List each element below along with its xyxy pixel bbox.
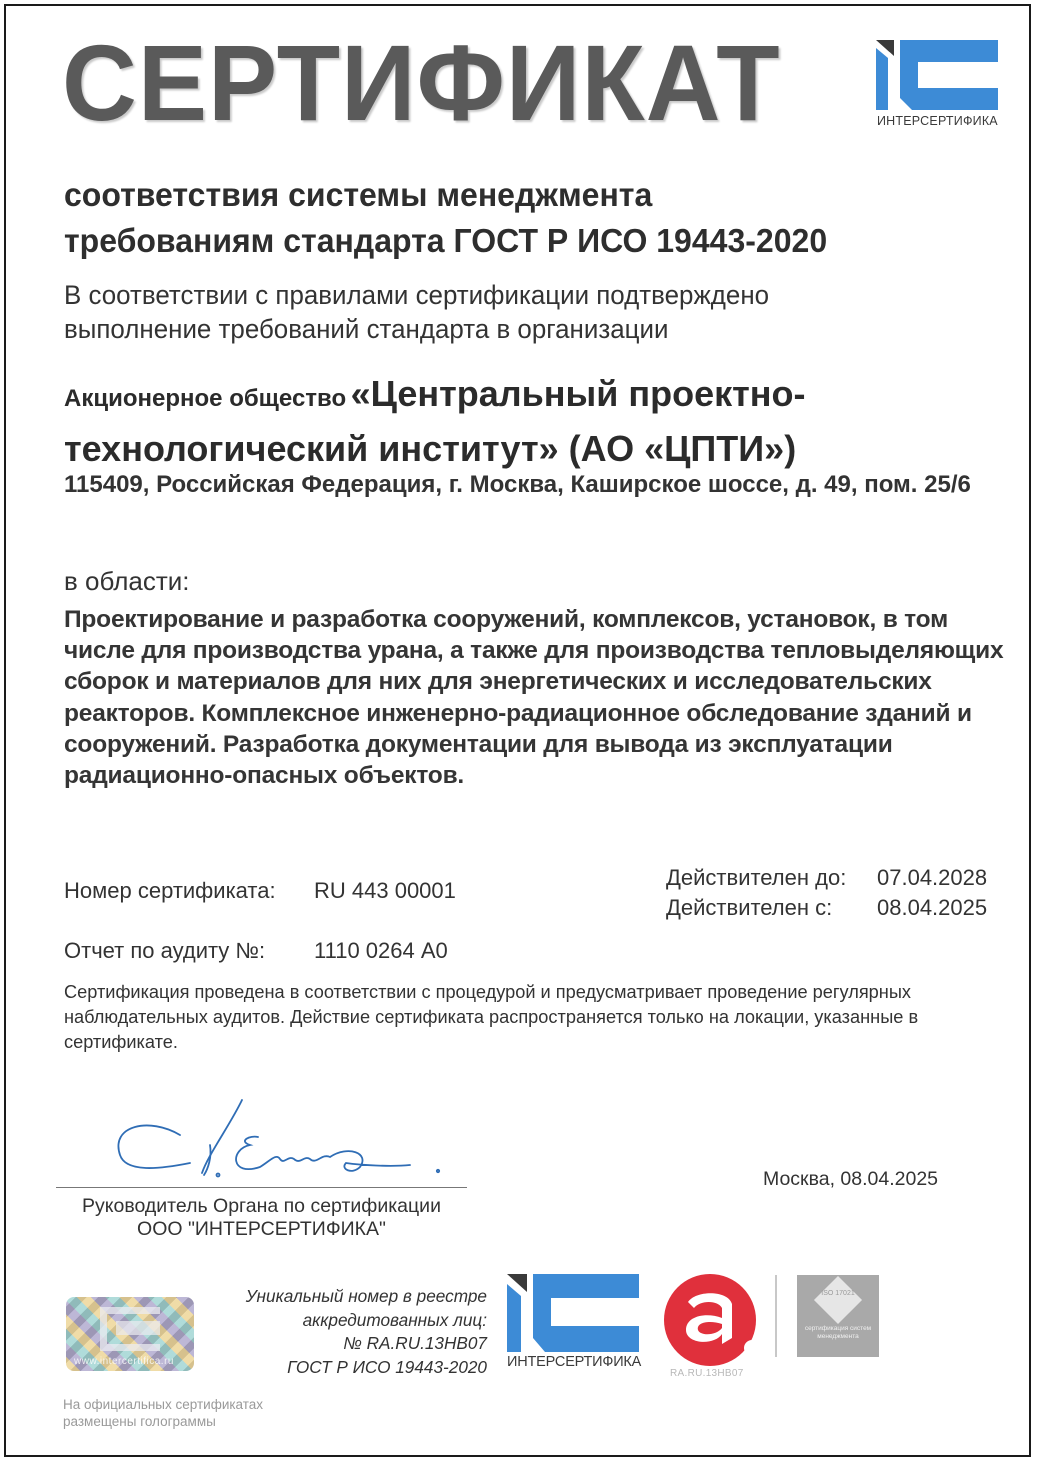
audit-report-label: Отчет по аудиту №:	[64, 938, 266, 963]
intercertifica-logo-bottom	[505, 1272, 645, 1372]
subtitle-line: соответствия системы менеджмента	[64, 176, 653, 213]
audit-report-row	[64, 938, 448, 964]
valid-until-row	[666, 865, 988, 891]
accreditation-a-icon	[662, 1272, 762, 1368]
certificate-subtitle	[64, 172, 827, 264]
valid-from-date: 08.04.2025	[877, 895, 988, 920]
intro-text	[64, 278, 769, 346]
registry-line: аккредитованных лиц:	[302, 1309, 487, 1330]
org-prefix: Акционерное общество	[64, 385, 347, 412]
certificate-number-label: Номер сертификата:	[64, 878, 276, 903]
iso-badge-code: ISO 17021	[821, 1290, 855, 1297]
hologram-note-line: На официальных сертификатах	[63, 1397, 264, 1412]
logo-caption: ИНТЕРСЕРТИФИКА	[507, 1354, 642, 1370]
intercertifica-logo-top	[872, 36, 1004, 136]
hologram-image	[66, 1297, 194, 1371]
intro-line: выполнение требований стандарта в организации	[64, 314, 669, 344]
signatory-role-line: ООО "ИНТЕРСЕРТИФИКА"	[137, 1218, 386, 1240]
valid-until-date: 07.04.2028	[877, 865, 988, 890]
accreditation-code: RA.RU.13HB07	[670, 1368, 744, 1379]
registry-standard: ГОСТ Р ИСО 19443-2020	[287, 1356, 487, 1377]
logo-caption: ИНТЕРСЕРТИФИКА	[877, 114, 998, 128]
org-name-line: технологический институт» (АО «ЦПТИ»)	[64, 428, 797, 469]
valid-until-label: Действителен до:	[666, 865, 847, 890]
iso-17021-badge	[797, 1275, 879, 1357]
organization-address: 115409, Российская Федерация, г. Москва, Каширское шоссе, д. 49, пом. 25/6	[64, 471, 971, 498]
scope-text: Проектирование и разработка сооружений, комплексов, установок, в том числе для производства урана, а также для производства тепловыделяющих сборок и материалов для них для энергетических и исследовательских реакторов. Комплексное инженерно-радиационное обследование зданий и сооружений. Разработка документации для вывода из эксплуатации радиационно-опасных объектов.	[64, 606, 1004, 790]
organization-name	[64, 370, 806, 480]
hologram-note-line: размещены голограммы	[63, 1414, 216, 1429]
certificate-number: RU 443 00001	[314, 878, 456, 903]
accreditation-mark	[662, 1272, 762, 1379]
audit-report-number: 1110 0264 А0	[314, 938, 448, 963]
certificate-title: СЕРТИФИКАТ	[62, 22, 781, 143]
registry-info	[200, 1285, 487, 1379]
iso-badge-caption: сертификация систем менеджмента	[804, 1325, 872, 1340]
certification-note: Сертификация проведена в соответствии с процедурой и предусматривает проведение регулярных наблюдательных аудитов. Действие сертификата распространяется только на локации, указанные в сертификате.	[64, 982, 919, 1052]
signature-image	[90, 1095, 450, 1185]
ic-logo-icon	[872, 36, 1004, 114]
hologram-ic-bar	[116, 1321, 160, 1335]
signatory-role-line: Руководитель Органа по сертификации	[82, 1195, 441, 1217]
subtitle-line: требованиям стандарта ГОСТ Р ИСО 19443-2020	[64, 222, 828, 259]
ic-logo-icon	[505, 1272, 645, 1354]
signature-line	[56, 1187, 467, 1188]
registry-number: № RA.RU.13НВ07	[343, 1333, 487, 1353]
org-name-line: «Центральный проектно-	[350, 373, 806, 414]
signatory-role	[56, 1195, 467, 1241]
divider	[775, 1275, 777, 1357]
certificate-number-row	[64, 878, 456, 904]
valid-from-row	[666, 895, 988, 921]
scope-label: в области:	[64, 566, 190, 596]
valid-from-label: Действителен с:	[666, 895, 833, 920]
hologram-url: www.intercertifica.ru	[74, 1356, 174, 1367]
iso-diamond-icon	[814, 1276, 862, 1324]
place-and-date: Москва, 08.04.2025	[763, 1168, 939, 1190]
registry-line: Уникальный номер в реестре	[245, 1286, 487, 1306]
hologram-note	[63, 1396, 263, 1430]
intro-line: В соответствии с правилами сертификации подтверждено	[64, 280, 770, 310]
